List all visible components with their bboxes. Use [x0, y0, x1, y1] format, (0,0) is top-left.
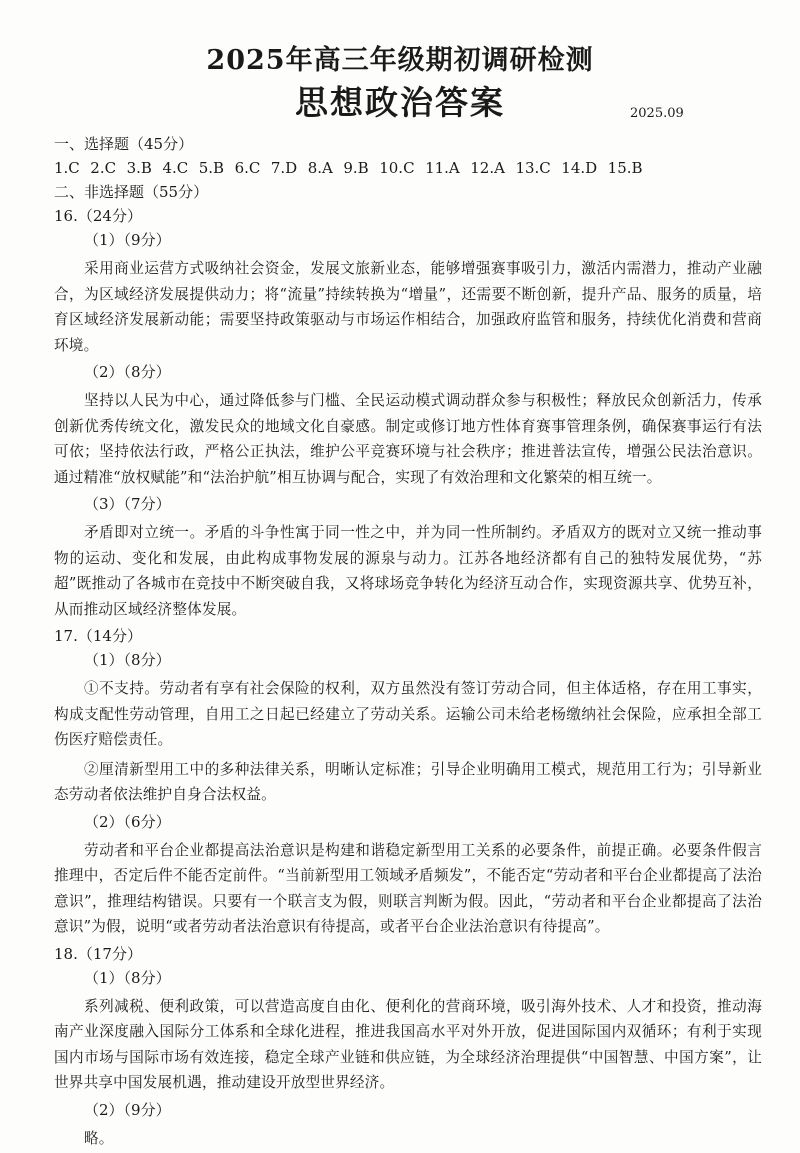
q17-heading: 17.（14分） — [54, 627, 142, 645]
q16-part2-label: （2）（8分） — [84, 363, 171, 381]
answer-item: 15.B — [607, 159, 643, 177]
q16-part1-answer: 采用商业运营方式吸纳社会资金，发展文旅新业态，能够增强赛事吸引力，激活内需潜力，推动产业融合，为区域经济发展提供动力；将“流量”持续转换为“增量”，还需要不断创新，提升产品、服务的质量，培育区域经济发展新动能；需要坚持政策驱动与市场运作相结合，加强政府监管和服务，持续优化消费和营商环境。 — [54, 260, 762, 354]
subject-title: 思想政治答案 — [295, 83, 505, 122]
answer-item: 6.C — [234, 159, 261, 177]
answer-item: 10.C — [379, 159, 415, 177]
q16-heading: 16.（24分） — [54, 207, 142, 225]
q16-part3-label: （3）（7分） — [84, 495, 171, 513]
q17-part1-answer-a: ①不支持。劳动者有享有社会保险的权利，双方虽然没有签订劳动合同，但主体适格，存在用工事实，构成支配性劳动管理，自用工之日起已经建立了劳动关系。运输公司未给老杨缴纳社会保险，应承担全部工伤医疗赔偿责任。 — [54, 680, 762, 748]
answer-item: 13.C — [515, 159, 551, 177]
q16-part2-answer: 坚持以人民为中心，通过降低参与门槛、全民运动模式调动群众参与积极性；释放民众创新活力，传承创新优秀传统文化，激发民众的地域文化自豪感。制定或修订地方性体育赛事管理条例，确保赛事运行有法可依；坚持依法行政，严格公正执法，维护公平竞赛环境与社会秩序；推进普法宣传，增强公民法治意识。通过精准“放权赋能”和“法治护航”相互协调与配合，实现了有效治理和文化繁荣的相互统一。 — [54, 392, 762, 486]
section2-heading: 二、非选择题（55分） — [54, 183, 209, 201]
answer-item: 2.C — [90, 159, 117, 177]
answer-item: 14.D — [561, 159, 598, 177]
q17-part1-label: （1）（8分） — [84, 651, 171, 669]
answer-item: 3.B — [126, 159, 152, 177]
answer-item: 11.A — [425, 159, 460, 177]
q18-part1-label: （1）（8分） — [84, 968, 171, 987]
q16-part3-answer: 矛盾即对立统一。矛盾的斗争性寓于同一性之中，并为同一性所制约。矛盾双方的既对立又统一推动事物的运动、变化和发展，由此构成事物发展的源泉与动力。江苏各地经济都有自己的独特发展优势，“苏超”既推动了各城市在竞技中不断突破自我，又将球场竞争转化为经济互动合作，实现资源共享、优势互补，从而推动区域经济整体发展。 — [54, 524, 762, 618]
answer-body — [54, 132, 762, 1153]
q18-part2-label: （2）（9分） — [84, 1100, 171, 1119]
choice-answers — [54, 156, 762, 180]
q18-part2-answer: 略。 — [84, 1129, 114, 1147]
answer-item: 1.C — [54, 159, 80, 177]
answer-item: 8.A — [307, 159, 333, 177]
q17-part2-answer: 劳动者和平台企业都提高法治意识是构建和谐稳定新型用工关系的必要条件，前提正确。必要条件假言推理中，否定后件不能否定前件。“当前新型用工领域矛盾频发”，不能否定“劳动者和平台企业都提高了法治意识”，推理结构错误。只要有一个联言支为假，则联言判断为假。因此，“劳动者和平台企业都提高了法治意识”为假，说明“或者劳动者法治意识有待提高，或者平台企业法治意识有待提高”。 — [54, 841, 762, 935]
answer-item: 7.D — [270, 159, 298, 177]
exam-title: 2025年高三年级期初调研检测 — [206, 45, 594, 76]
answer-item: 5.B — [198, 159, 225, 177]
answer-item: 12.A — [470, 159, 505, 177]
answer-item: 9.B — [343, 159, 369, 177]
q17-part1-answer-b: ②厘清新型用工中的多种法律关系，明晰认定标准；引导企业明确用工模式，规范用工行为；引导新业态劳动者依法维护自身合法权益。 — [54, 760, 762, 803]
q17-part2-label: （2）（6分） — [84, 812, 171, 831]
section1-heading: 一、选择题（45分） — [54, 135, 194, 153]
answer-item: 4.C — [162, 159, 189, 177]
q18-heading: 18.（17分） — [54, 944, 142, 963]
document-date: 2025.09 — [630, 106, 684, 121]
q18-part1-answer: 系列减税、便利政策，可以营造高度自由化、便利化的营商环境，吸引海外技术、人才和投资，推动海南产业深度融入国际分工体系和全球化进程，推进我国高水平对外开放，促进国际国内双循环；有利于实现国内市场与国际市场有效连接，稳定全球产业链和供应链，为全球经济治理提供“中国智慧、中国方案”，让世界共享中国发展机遇，推动建设开放型世界经济。 — [54, 997, 762, 1091]
q16-part1-label: （1）（9分） — [84, 231, 171, 249]
